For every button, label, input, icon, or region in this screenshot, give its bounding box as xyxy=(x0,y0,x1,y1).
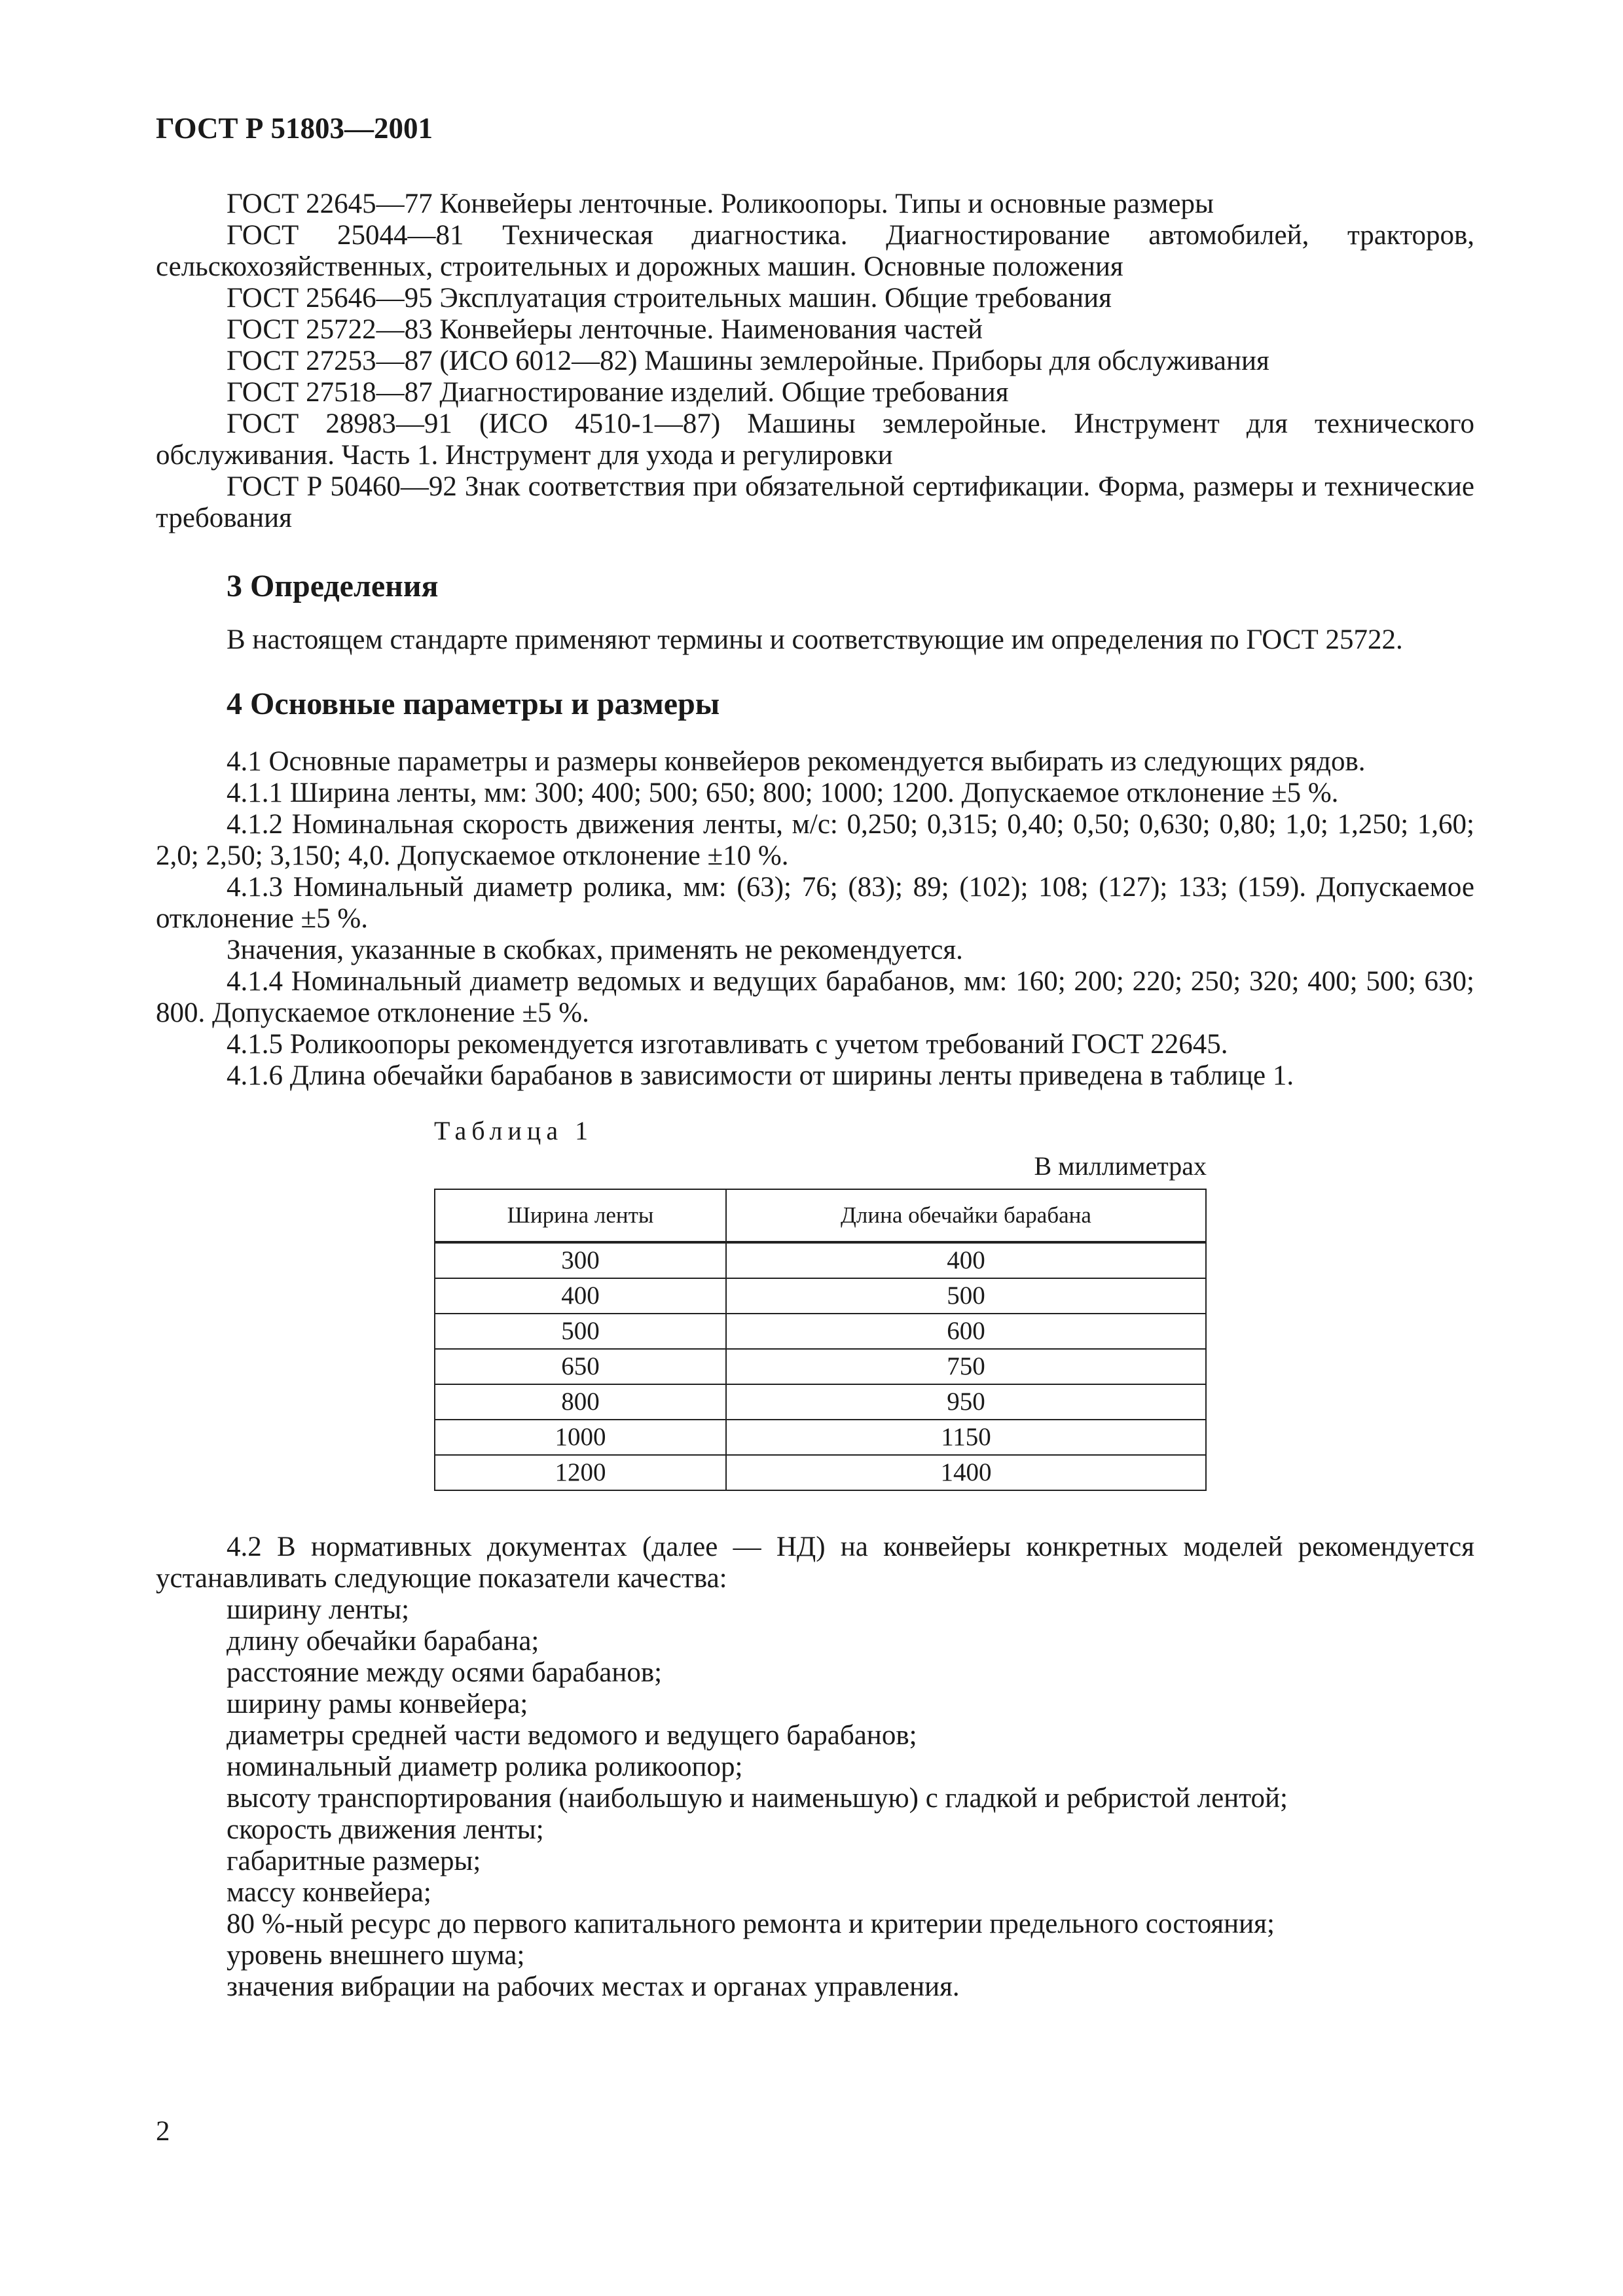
section-4-title: 4 Основные параметры и размеры xyxy=(227,687,720,721)
list-item: номинальный диаметр ролика роликоопор; xyxy=(227,1751,743,1782)
section-3-text: В настоящем стандарте применяют термины и соответствующие им определения по ГОСТ 25722. xyxy=(227,624,1403,655)
table-cell: 1000 xyxy=(435,1420,726,1455)
column-header: Длина обечайки барабана xyxy=(726,1189,1206,1242)
table-row xyxy=(435,1314,1206,1349)
table-cell: 1150 xyxy=(726,1420,1206,1455)
reference-item: ГОСТ 27518—87 Диагностирование изделий. Общие требования xyxy=(227,377,1009,408)
reference-item: ГОСТ 27253—87 (ИСО 6012—82) Машины землеройные. Приборы для обслуживания xyxy=(227,346,1269,376)
paragraph-4-1-5: 4.1.5 Роликоопоры рекомендуется изготавливать с учетом требований ГОСТ 22645. xyxy=(227,1029,1228,1060)
paragraph-4-1-2: 4.1.2 Номинальная скорость движения ленты, м/с: 0,250; 0,315; 0,40; 0,50; 0,630; 0,80; 1,0; 1,250; 1,60; 2,0; 2,50; 3,150; 4,0. Допускаемое отклонение ±10 %. xyxy=(156,809,1474,871)
table-cell: 1400 xyxy=(726,1455,1206,1490)
paragraph-4-2: 4.2 В нормативных документах (далее — НД) на конвейеры конкретных моделей рекомендуется устанавливать следующие показатели качества: xyxy=(156,1532,1474,1594)
quality-indicators-list xyxy=(156,1594,1474,2003)
table-cell: 800 xyxy=(435,1384,726,1420)
reference-item: ГОСТ 28983—91 (ИСО 4510-1—87) Машины землеройные. Инструмент для технического обслуживания. Часть 1. Инструмент для ухода и регулировки xyxy=(156,408,1474,471)
page-number: 2 xyxy=(156,2116,170,2147)
list-item: 80 %-ный ресурс до первого капитального ремонта и критерии предельного состояния; xyxy=(227,1909,1275,1939)
table-cell: 500 xyxy=(435,1314,726,1349)
list-item: ширину ленты; xyxy=(227,1594,410,1625)
table-1 xyxy=(434,1189,1207,1491)
table-row xyxy=(435,1420,1206,1455)
table-cell: 500 xyxy=(726,1278,1206,1314)
paragraph-brackets-note: Значения, указанные в скобках, применять не рекомендуется. xyxy=(227,935,963,965)
paragraph-4-1-6: 4.1.6 Длина обечайки барабанов в зависимости от ширины ленты приведена в таблице 1. xyxy=(227,1060,1294,1091)
section-4-body xyxy=(156,746,1474,1092)
table-caption: Таблица 1 xyxy=(434,1116,594,1145)
reference-item: ГОСТ 25646—95 Эксплуатация строительных машин. Общие требования xyxy=(227,283,1112,314)
paragraph-4-1-4: 4.1.4 Номинальный диаметр ведомых и ведущих барабанов, мм: 160; 200; 220; 250; 320; 400; 500; 630; 800. Допускаемое отклонение ±5 %. xyxy=(156,966,1474,1028)
table-cell: 400 xyxy=(726,1242,1206,1278)
list-item: высоту транспортирования (наибольшую и наименьшую) с гладкой и ребристой лентой; xyxy=(227,1783,1288,1814)
list-item: массу конвейера; xyxy=(227,1877,431,1908)
table-cell: 750 xyxy=(726,1349,1206,1384)
reference-item: ГОСТ 22645—77 Конвейеры ленточные. Роликоопоры. Типы и основные размеры xyxy=(227,188,1214,219)
paragraph-4-1-3: 4.1.3 Номинальный диаметр ролика, мм: (63); 76; (83); 89; (102); 108; (127); 133; (159). Допускаемое отклонение ±5 %. xyxy=(156,872,1474,934)
table-cell: 600 xyxy=(726,1314,1206,1349)
section-4-2 xyxy=(156,1532,1474,2003)
table-row xyxy=(435,1242,1206,1278)
table-header-row xyxy=(435,1189,1206,1242)
list-item: значения вибрации на рабочих местах и органах управления. xyxy=(227,1971,960,2002)
table-cell: 300 xyxy=(435,1242,726,1278)
list-item: длину обечайки барабана; xyxy=(227,1626,539,1657)
references-list xyxy=(156,188,1474,534)
document-header: ГОСТ Р 51803—2001 xyxy=(156,112,433,145)
list-item: расстояние между осями барабанов; xyxy=(227,1657,663,1688)
list-item: диаметры средней части ведомого и ведущего барабанов; xyxy=(227,1720,917,1751)
list-item: ширину рамы конвейера; xyxy=(227,1689,528,1719)
table-cell: 400 xyxy=(435,1278,726,1314)
reference-item: ГОСТ Р 50460—92 Знак соответствия при обязательной сертификации. Форма, размеры и технические требования xyxy=(156,471,1474,533)
list-item: уровень внешнего шума; xyxy=(227,1940,525,1971)
table-row xyxy=(435,1455,1206,1490)
list-item: габаритные размеры; xyxy=(227,1846,481,1876)
column-header: Ширина ленты xyxy=(435,1189,726,1242)
table-cell: 950 xyxy=(726,1384,1206,1420)
reference-item: ГОСТ 25044—81 Техническая диагностика. Диагностирование автомобилей, тракторов, сельскохозяйственных, строительных и дорожных машин. Основные положения xyxy=(156,220,1474,282)
section-3-title: 3 Определения xyxy=(227,569,439,603)
paragraph-4-1-1: 4.1.1 Ширина ленты, мм: 300; 400; 500; 650; 800; 1000; 1200. Допускаемое отклонение ±5 %. xyxy=(227,778,1339,808)
reference-item: ГОСТ 25722—83 Конвейеры ленточные. Наименования частей xyxy=(227,314,983,345)
table-row xyxy=(435,1278,1206,1314)
page-content xyxy=(156,188,1474,2003)
table-cell: 1200 xyxy=(435,1455,726,1490)
paragraph-4-1: 4.1 Основные параметры и размеры конвейеров рекомендуется выбирать из следующих рядов. xyxy=(227,746,1366,777)
table-cell: 650 xyxy=(435,1349,726,1384)
table-units: В миллиметрах xyxy=(1034,1151,1207,1181)
table-row xyxy=(435,1349,1206,1384)
list-item: скорость движения ленты; xyxy=(227,1814,544,1845)
table-row xyxy=(435,1384,1206,1420)
